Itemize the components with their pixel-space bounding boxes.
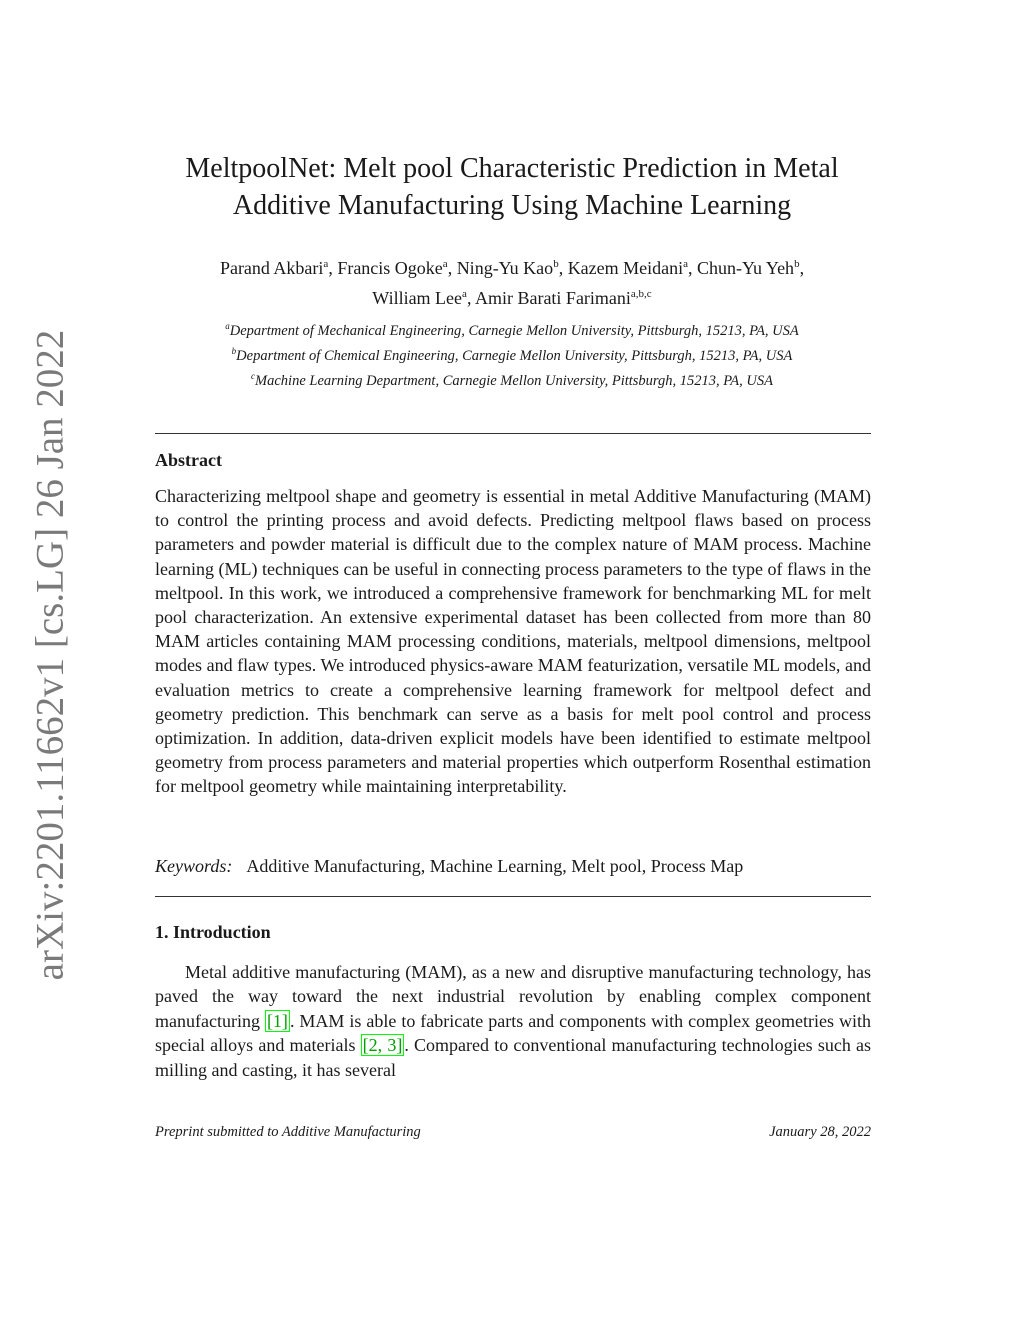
author-name: Kazem Meidani xyxy=(567,258,684,278)
author-affil-mark: a xyxy=(323,258,329,270)
footer-journal: Preprint submitted to Additive Manufacturing xyxy=(155,1124,421,1140)
author-line-2: William Lee$^a$, Amir Barati Farimani$^{a,b,c}$ xyxy=(372,288,652,308)
abstract-heading: Abstract xyxy=(155,450,222,470)
keywords xyxy=(155,856,871,877)
divider-bottom xyxy=(155,896,871,897)
author-affil-mark: a xyxy=(442,258,448,270)
author-name: Amir Barati Farimani xyxy=(474,288,631,308)
section-heading-introduction: 1. Introduction xyxy=(155,922,271,942)
author-affil-mark: b xyxy=(553,258,559,270)
citation-link[interactable]: [2, 3] xyxy=(362,1035,403,1056)
arxiv-stamp xyxy=(20,329,80,981)
affiliation: $^b$Department of Chemical Engineering, Carnegie Mellon University, Pittsburgh, 15213, PA, USA xyxy=(231,345,793,364)
title-line-1: MeltpoolNet: Melt pool Characteristic Prediction in Metal xyxy=(185,153,839,184)
footer-date: January 28, 2022 xyxy=(769,1124,871,1140)
author-name: Parand Akbari xyxy=(219,258,324,278)
title-line-2: Additive Manufacturing Using Machine Learning xyxy=(232,190,792,221)
author-affil-mark: b xyxy=(794,258,800,270)
arxiv-stamp-text: arXiv:2201.11662v1 [cs.LG] 26 Jan 2022 xyxy=(28,329,72,981)
paper-title xyxy=(150,150,874,224)
author-affil-mark: a,b,c xyxy=(630,288,652,300)
author-name: Francis Ogoke xyxy=(337,258,443,278)
introduction-paragraph: Metal additive manufacturing (MAM), as a new and disruptive manufacturing technology, has paved the way toward the next industrial revolution by enabling complex component manufacturing [1] . MAM is able to fabricate parts and components with complex geometries with special alloys and materials [2, 3] . Compared to conventional manufacturing technologies such as milling and casting, it has several xyxy=(155,962,871,1080)
author-name: Chun-Yu Yeh xyxy=(697,258,795,278)
abstract-text: Characterizing meltpool shape and geometry is essential in metal Additive Manufacturing (MAM) to control the printing process and avoid defects. Predicting meltpool flaws based on process parameters and powder material is difficult due to the complex nature of MAM process. Machine learning (ML) techniques can be useful in connecting process parameters to the type of flaws in the meltpool. In this work, we introduced a comprehensive framework for benchmarking ML for melt pool characterization. An extensive experimental dataset has been collected from more than 80 MAM articles containing MAM processing conditions, materials, meltpool dimensions, meltpool modes and flaw types. We introduced physics-aware MAM featurization, versatile ML models, and evaluation metrics to create a comprehensive learning framework for meltpool defect and geometry prediction. This benchmark can serve as a basis for melt pool control and process optimization. In addition, data-driven explicit models have been identified to estimate meltpool geometry from process parameters and material properties which outperform Rosenthal estimation for meltpool geometry while maintaining interpretability. xyxy=(155,486,871,797)
author-list xyxy=(150,251,874,311)
author-affil-mark: a xyxy=(683,258,689,270)
keywords-text: Additive Manufacturing, Machine Learning, Melt pool, Process Map xyxy=(246,856,744,876)
divider-top xyxy=(155,433,871,434)
affiliations xyxy=(150,316,874,390)
author-name: Ning-Yu Kao xyxy=(456,258,554,278)
citation-link[interactable]: [1] xyxy=(266,1010,288,1031)
keywords-label: Keywords: xyxy=(155,856,233,876)
author-line-1: Parand Akbari$^a$, Francis Ogoke$^a$, Ning-Yu Kao$^b$, Kazem Meidani$^a$, Chun-Yu Yeh$^b$, xyxy=(219,258,805,278)
author-affil-mark: a xyxy=(462,288,467,300)
author-name: William Lee xyxy=(372,288,463,308)
affiliation: $^c$Machine Learning Department, Carnegie Mellon University, Pittsburgh, 15213, PA, USA xyxy=(251,370,773,389)
affiliation: $^a$Department of Mechanical Engineering, Carnegie Mellon University, Pittsburgh, 15213, PA, USA xyxy=(225,321,799,339)
